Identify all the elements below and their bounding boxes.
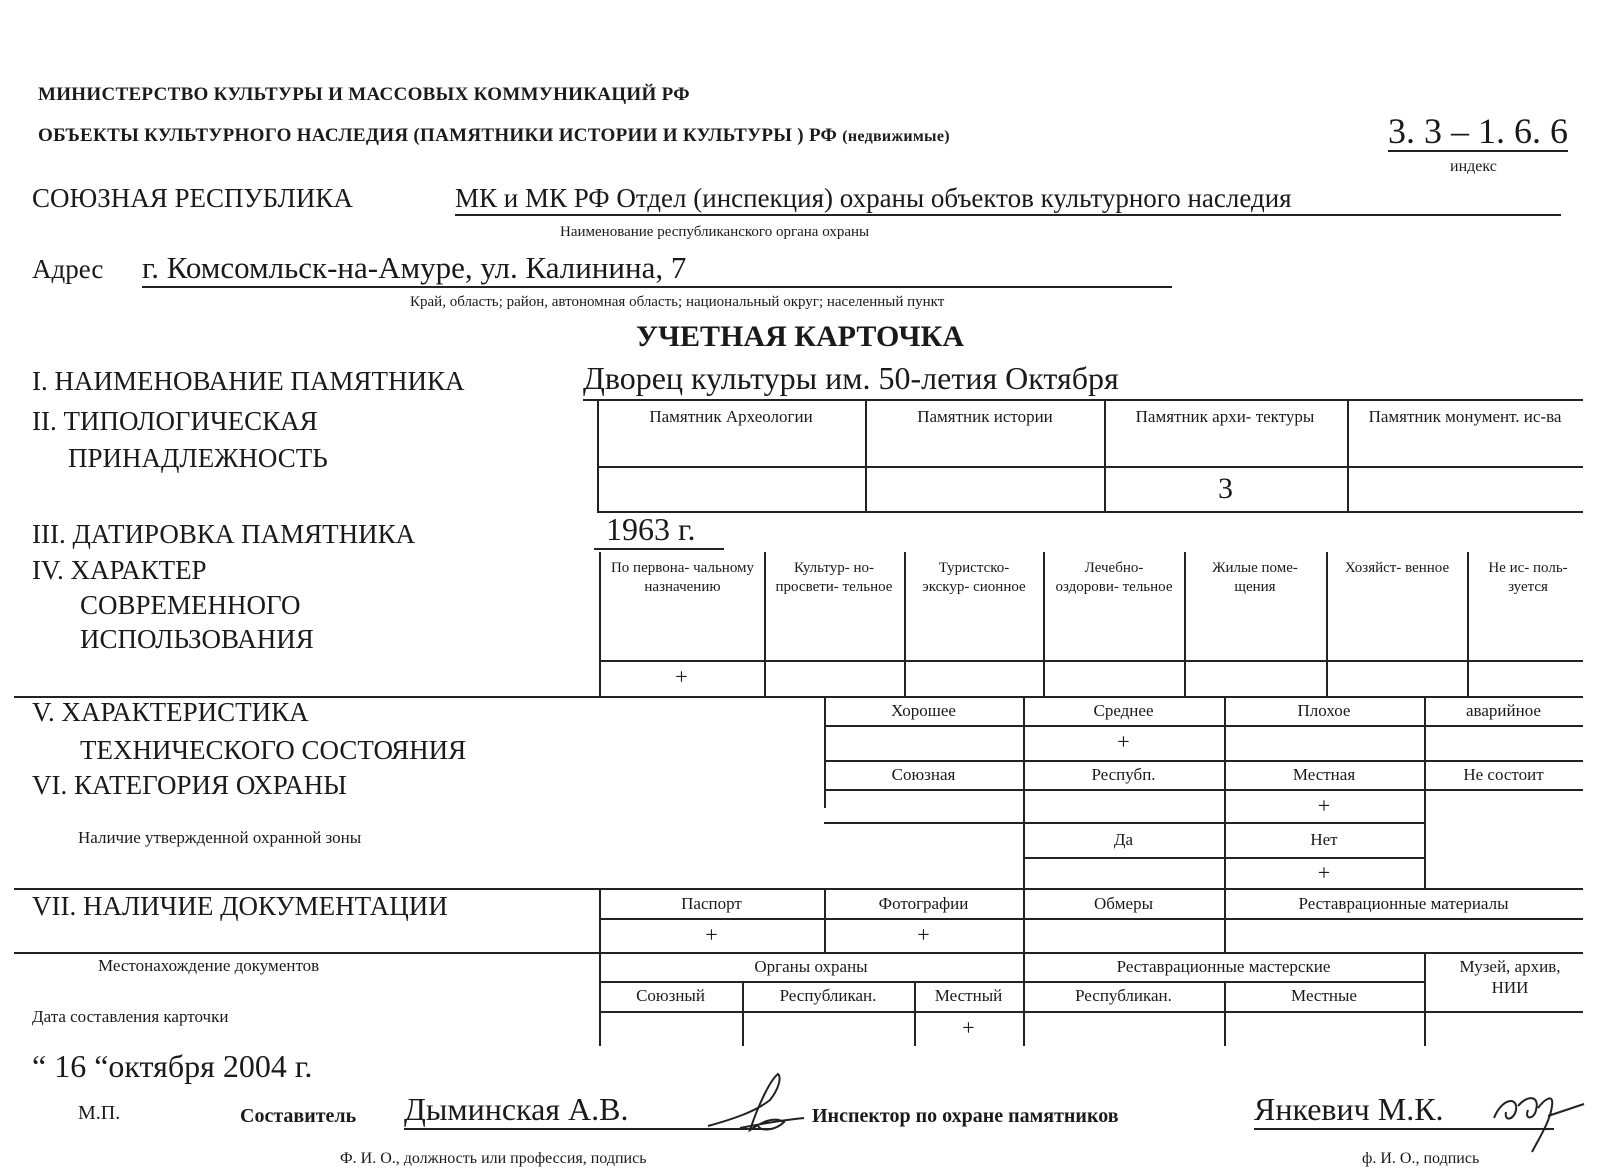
grid-line — [1326, 552, 1328, 696]
location-col-workshop-local: Местные — [1291, 986, 1357, 1005]
location-col-union: Союзный — [636, 986, 705, 1005]
compiler-caption: Ф. И. О., должность или профессия, подпись — [340, 1150, 647, 1167]
condition-col-emergency: аварийное — [1466, 701, 1541, 720]
inspector-caption: ф. И. О., подпись — [1362, 1150, 1480, 1167]
section6-label: VI. КАТЕГОРИЯ ОХРАНЫ — [32, 770, 347, 800]
location-col-local: Местный — [934, 986, 1003, 1005]
condition-col-bad: Плохое — [1297, 701, 1351, 720]
index-label: индекс — [1450, 158, 1497, 175]
location-group-museum: Музей, архив, НИИ — [1459, 957, 1561, 998]
objects-heading-text: ОБЪЕКТЫ КУЛЬТУРНОГО НАСЛЕДИЯ (ПАМЯТНИКИ ИСТОРИИ И КУЛЬТУРЫ ) РФ — [38, 125, 838, 146]
section4-label-2: СОВРЕМЕННОГО — [80, 590, 301, 620]
grid-line — [824, 760, 1583, 762]
grid-line — [599, 918, 1583, 920]
usage-col-economic: Хозяйст- венное — [1344, 560, 1450, 576]
compiler-label: Составитель — [240, 1105, 357, 1127]
docs-col-restoration: Реставрационные материалы — [1298, 894, 1509, 913]
objects-heading-suffix: (недвижимые) — [842, 128, 950, 145]
section4-label-1: IV. ХАРАКТЕР — [32, 555, 207, 585]
usage-col-residential: Жилые поме- щения — [1212, 560, 1298, 595]
docs-col-photos: Фотографии — [878, 894, 969, 913]
address-caption: Край, область; район, автономная область; национальный округ; населенный пункт — [410, 294, 945, 310]
section3-label: III. ДАТИРОВКА ПАМЯТНИКА — [32, 519, 416, 549]
typology-col-history: Памятник истории — [917, 407, 1053, 426]
address-label: Адрес — [32, 254, 104, 284]
grid-line — [1184, 552, 1186, 696]
objects-heading — [38, 125, 950, 147]
location-val-local: + — [962, 1015, 975, 1040]
grid-line — [1424, 952, 1426, 1046]
condition-val-average: + — [1117, 729, 1130, 754]
republic-label: СОЮЗНАЯ РЕСПУБЛИКА — [32, 183, 353, 213]
docs-col-measurements: Обмеры — [1094, 894, 1153, 913]
usage-val-original: + — [675, 664, 688, 689]
section4-label-3: ИСПОЛЬЗОВАНИЯ — [80, 624, 314, 654]
republic-caption: Наименование республиканского органа охраны — [560, 224, 870, 240]
zone-val-no: + — [1317, 860, 1331, 885]
address-value: г. Комсомльск-на-Амуре, ул. Калинина, 7 — [142, 250, 1172, 288]
condition-col-good: Хорошее — [891, 701, 956, 720]
location-col-republic: Республикан. — [779, 986, 877, 1005]
usage-col-unused: Не ис- поль- зуется — [1488, 560, 1568, 595]
grid-line — [904, 552, 906, 696]
monument-name: Дворец культуры им. 50-летия Октября — [583, 360, 1119, 396]
grid-line — [599, 1011, 1583, 1013]
grid-line — [1467, 552, 1469, 696]
grid-line — [599, 660, 1583, 662]
inspector-signature — [1488, 1078, 1588, 1158]
zone-col-yes: Да — [1113, 830, 1134, 849]
grid-line — [597, 466, 1583, 468]
location-label: Местонахождение документов — [98, 956, 320, 975]
location-group-organs: Органы охраны — [754, 957, 868, 976]
usage-col-health: Лечебно- оздорови- тельное — [1055, 560, 1173, 595]
index-value: 3. 3 – 1. 6. 6 — [1388, 111, 1568, 151]
typology-col-architecture: Памятник архи- тектуры — [1135, 407, 1315, 426]
grid-line — [1023, 857, 1424, 859]
section-divider — [14, 888, 1583, 890]
usage-col-tourist: Туристско- экскур- сионное — [922, 560, 1026, 595]
dating-underline — [594, 548, 724, 550]
category-col-republic: Респубп. — [1091, 765, 1156, 784]
republic-value: МК и МК РФ Отдел (инспекция) охраны объектов культурного наследия — [455, 183, 1561, 216]
section-divider — [14, 952, 1583, 954]
grid-line — [599, 981, 1424, 983]
category-val-local: + — [1317, 793, 1331, 818]
card-date-value: “ 16 “октября 2004 г. — [32, 1048, 313, 1084]
category-col-none: Не состоит — [1463, 765, 1544, 784]
grid-line — [597, 511, 1583, 513]
zone-col-no: Нет — [1310, 830, 1338, 849]
grid-line — [865, 401, 867, 511]
zone-label: Наличие утвержденной охранной зоны — [78, 828, 362, 847]
grid-line — [824, 822, 1424, 824]
category-col-union: Союзная — [891, 765, 956, 784]
location-col-workshop-republic: Республикан. — [1075, 986, 1172, 1005]
category-col-local: Местная — [1292, 765, 1356, 784]
docs-col-passport: Паспорт — [681, 894, 742, 913]
grid-line — [597, 401, 599, 511]
inspector-label: Инспектор по охране памятников — [812, 1105, 1119, 1127]
grid-line — [824, 725, 1583, 727]
usage-col-cultural: Культур- но- просвети- тельное — [775, 560, 893, 595]
dating-value: 1963 г. — [606, 511, 696, 547]
inspector-value: Янкевич М.К. — [1254, 1090, 1554, 1130]
location-group-workshops: Реставрационные мастерские — [1116, 957, 1331, 976]
condition-col-average: Среднее — [1093, 701, 1154, 720]
monument-name-underline — [583, 399, 1583, 401]
grid-line — [824, 789, 1583, 791]
grid-line — [764, 552, 766, 696]
section1-label: I. НАИМЕНОВАНИЕ ПАМЯТНИКА — [32, 366, 465, 396]
typology-col-archaeology: Памятник Археологии — [649, 407, 813, 426]
compiler-signature — [700, 1060, 810, 1150]
typology-col-monument: Памятник монумент. ис-ва — [1368, 407, 1562, 426]
section2-label-1: II. ТИПОЛОГИЧЕСКАЯ — [32, 406, 318, 436]
compiler-value: Дыминская А.В. — [404, 1090, 772, 1130]
ministry-title: МИНИСТЕРСТВО КУЛЬТУРЫ И МАССОВЫХ КОММУНИКАЦИЙ РФ — [38, 84, 690, 105]
card-title: УЧЕТНАЯ КАРТОЧКА — [636, 320, 964, 353]
docs-val-passport: + — [705, 922, 718, 947]
section5-label-1: V. ХАРАКТЕРИСТИКА — [32, 697, 309, 727]
grid-line — [1347, 401, 1349, 511]
grid-line — [1043, 552, 1045, 696]
section7-label: VII. НАЛИЧИЕ ДОКУМЕНТАЦИИ — [32, 891, 448, 921]
section2-label-2: ПРИНАДЛЕЖНОСТЬ — [68, 443, 328, 473]
usage-col-original: По первона- чальному назначению — [610, 560, 755, 595]
section5-label-2: ТЕХНИЧЕСКОГО СОСТОЯНИЯ — [80, 735, 467, 765]
stamp-label: М.П. — [78, 1102, 121, 1124]
typology-val-architecture: 3 — [1218, 472, 1233, 505]
docs-val-photos: + — [917, 922, 930, 947]
card-date-label: Дата составления карточки — [32, 1007, 229, 1026]
